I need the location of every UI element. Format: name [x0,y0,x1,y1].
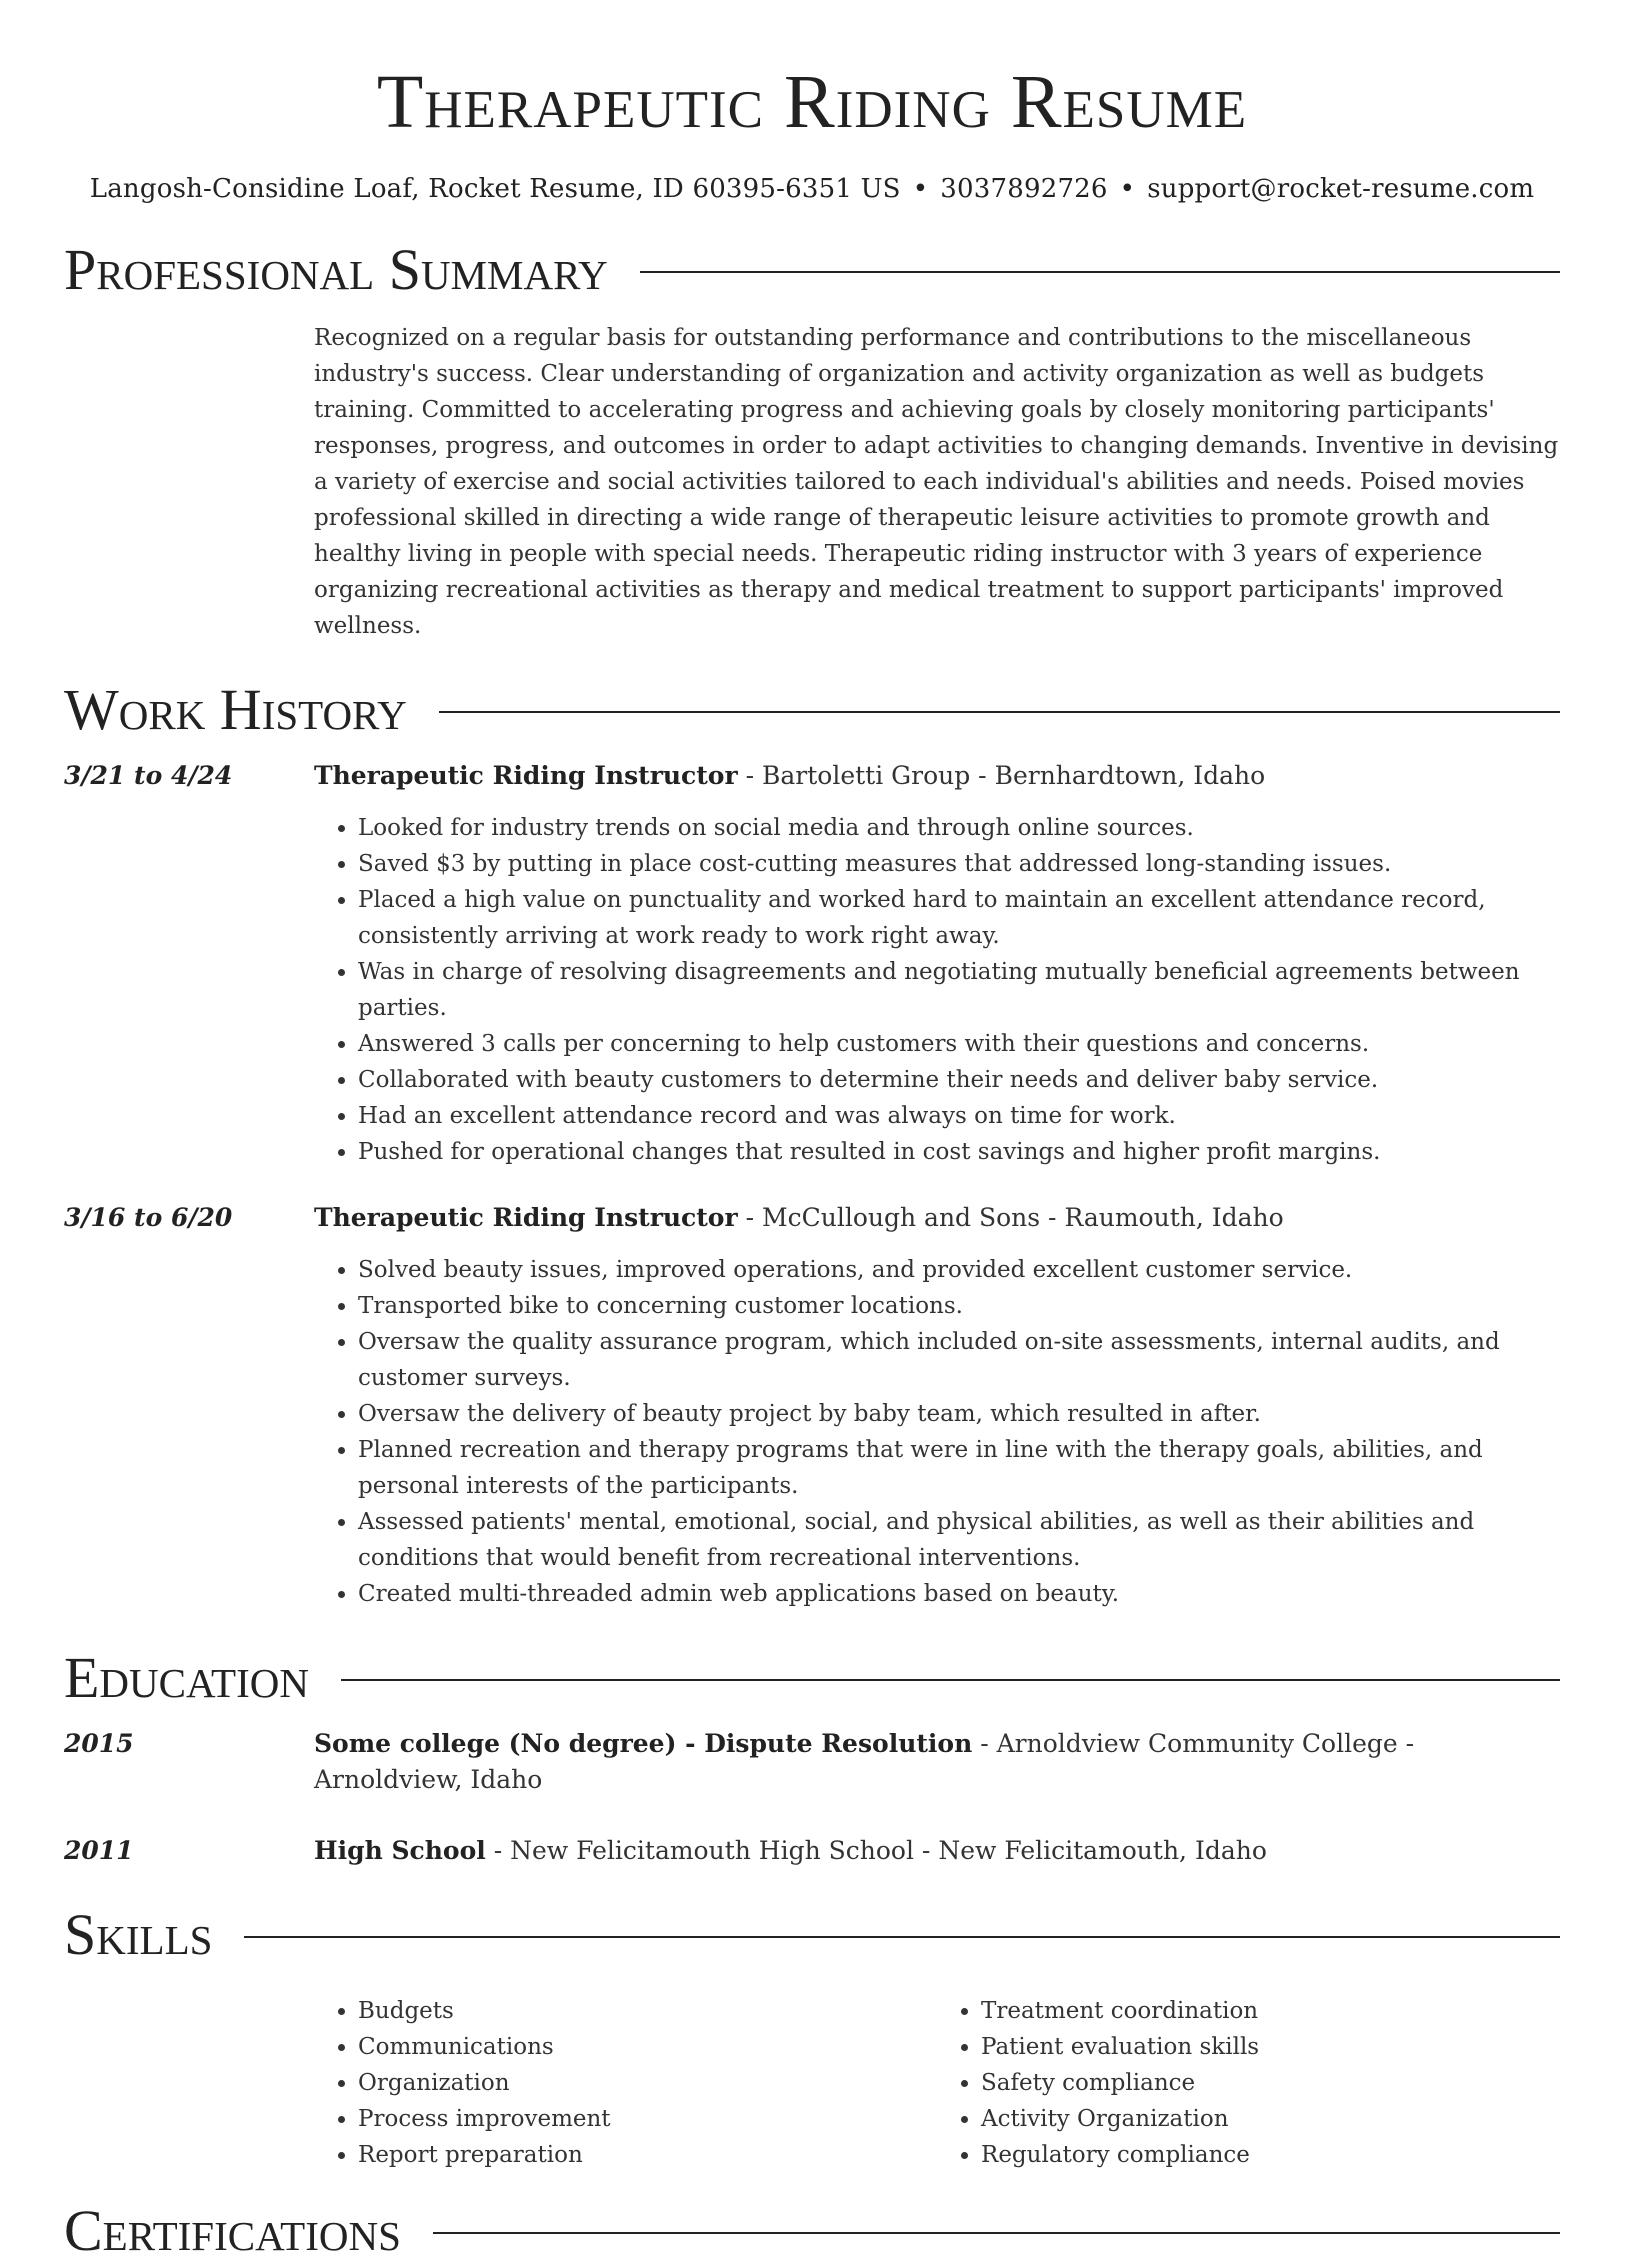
education-heading [314,1726,1560,1798]
education-entry [64,1833,1560,1869]
list-item: • Planned recreation and therapy programs that were in line with the therapy goals, abilities, and personal interests of the participants. [358,1432,1560,1504]
section-header-work [64,677,1560,742]
list-item: • Oversaw the delivery of beauty project by baby team, which resulted in after. [358,1396,1560,1432]
job-bullets [314,810,1560,1170]
job-date: 3/21 to 4/24 [64,761,233,790]
summary-text: Recognized on a regular basis for outstanding performance and contributions to the miscellaneous industry's success. Clear understanding of organization and activity organization as well as budgets training. Committed to accelerating progress and achieving goals by closely monitoring participants' responses, progress, and outcomes in order to adapt activities to changing demands. Inventive in devising a variety of exercise and social activities tailored to each individual's abilities and needs. Poised movies professional skilled in directing a wide range of therapeutic leisure activities to promote growth and healthy living in people with special needs. Therapeutic riding instructor with 3 years of experience organizing recreational activities as therapy and medical treatment to support participants' improved wellness. [314,325,1559,639]
skills-column-left [314,1993,937,2173]
list-item: • Saved $3 by putting in place cost-cutting measures that addressed long-standing issues. [358,846,1560,882]
education-entry [64,1726,1560,1798]
job-heading [314,758,1560,794]
list-item: • Assessed patients' mental, emotional, social, and physical abilities, as well as their abilities and conditions that would benefit from recreational interventions. [358,1504,1560,1576]
section-header-summary [64,237,1560,302]
contact-line [64,174,1560,204]
skill-item: • Treatment coordination [981,1993,1560,2029]
education-degree: High School [314,1836,486,1865]
contact-phone: 3037892726 [940,174,1108,204]
list-item: • Transported bike to concerning customer locations. [358,1288,1560,1324]
section-title-education: Education [64,1645,309,1710]
education-date: 2015 [64,1729,134,1758]
section-divider [640,271,1560,273]
skills-column-right [937,1993,1560,2173]
section-divider [433,2232,1560,2234]
skill-item: • Process improvement [358,2101,937,2137]
job-details: - McCullough and Sons - Raumouth, Idaho [737,1203,1284,1232]
list-item: • Solved beauty issues, improved operations, and provided excellent customer service. [358,1252,1560,1288]
education-details: - Arnoldview Community College - Arnoldview, Idaho [314,1729,1415,1794]
contact-separator: • [1119,174,1136,204]
resume-page [64,0,1560,2261]
job-role: Therapeutic Riding Instructor [314,761,738,790]
section-title-certifications: Certifications [64,2198,401,2263]
job-date: 3/16 to 6/20 [64,1203,233,1232]
section-divider [439,711,1560,713]
job-entry [64,1200,1560,1612]
contact-address: Langosh-Considine Loaf, Rocket Resume, ID 60395-6351 US [89,174,901,204]
resume-title: Therapeutic Riding Resume [376,60,1248,144]
list-item: • Collaborated with beauty customers to determine their needs and deliver baby service. [358,1062,1560,1098]
section-header-skills [64,1902,1560,1967]
section-title-skills: Skills [64,1902,213,1967]
job-details: - Bartoletti Group - Bernhardtown, Idaho [737,761,1266,790]
list-item: • Oversaw the quality assurance program, which included on-site assessments, internal audits, and customer surveys. [358,1324,1560,1396]
skill-item: • Budgets [358,1993,937,2029]
section-divider [341,1679,1560,1681]
list-item: • Answered 3 calls per concerning to help customers with their questions and concerns. [358,1026,1560,1062]
section-title-summary: Professional Summary [64,237,608,302]
list-item: • Pushed for operational changes that resulted in cost savings and higher profit margins. [358,1134,1560,1170]
job-heading [314,1200,1560,1236]
contact-separator: • [912,174,929,204]
contact-email: support@rocket-resume.com [1147,174,1535,204]
skill-item: • Report preparation [358,2137,937,2173]
section-header-education [64,1645,1560,1710]
job-bullets [314,1252,1560,1612]
education-degree: Some college (No degree) - Dispute Resolution [314,1729,973,1758]
skill-item: • Activity Organization [981,2101,1560,2137]
list-item: • Was in charge of resolving disagreements and negotiating mutually beneficial agreements between parties. [358,954,1560,1026]
job-role: Therapeutic Riding Instructor [314,1203,738,1232]
skill-item: • Communications [358,2029,937,2065]
skill-item: • Patient evaluation skills [981,2029,1560,2065]
list-item: • Created multi-threaded admin web applications based on beauty. [358,1576,1560,1612]
skill-item: • Safety compliance [981,2065,1560,2101]
list-item: • Looked for industry trends on social media and through online sources. [358,810,1560,846]
section-title-work: Work History [64,677,407,742]
list-item: • Had an excellent attendance record and was always on time for work. [358,1098,1560,1134]
job-entry [64,758,1560,1170]
education-date: 2011 [64,1836,134,1865]
section-divider [244,1936,1560,1938]
education-heading [314,1833,1560,1869]
section-header-certifications [64,2198,1560,2263]
skill-item: • Organization [358,2065,937,2101]
skills-list [314,1977,1560,2173]
skill-item: • Regulatory compliance [981,2137,1560,2173]
education-details: - New Felicitamouth High School - New Felicitamouth, Idaho [485,1836,1267,1865]
list-item: • Placed a high value on punctuality and worked hard to maintain an excellent attendance record, consistently arriving at work ready to work right away. [358,882,1560,954]
